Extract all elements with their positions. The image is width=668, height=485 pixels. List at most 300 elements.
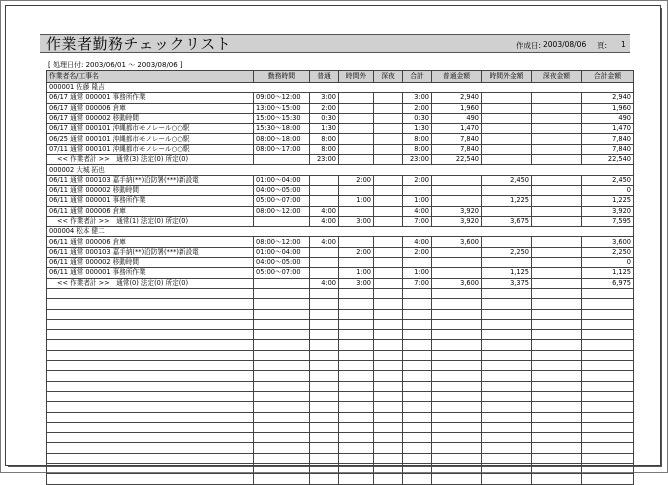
empty-cell	[432, 288, 482, 298]
cell-time: 04:00～05:00	[254, 185, 310, 195]
cell-name: << 作業者計 >> 通常(3) 法定(0) 所定(0)	[47, 155, 254, 165]
cell-time: 08:00～12:00	[254, 237, 310, 247]
cell-total-amt: 1,225	[582, 196, 634, 206]
empty-cell	[310, 340, 339, 350]
cell-normal	[310, 185, 339, 195]
cell-normal-amt	[432, 196, 482, 206]
empty-cell	[582, 319, 634, 329]
worker-name: 000002 大城 拓也	[47, 165, 634, 175]
table-row	[47, 258, 634, 268]
empty-cell	[339, 463, 374, 473]
empty-cell	[482, 319, 532, 329]
worker-subtotal-row	[47, 155, 634, 165]
col-header-normal: 普通	[310, 71, 339, 83]
cell-overtime-amt: 2,250	[482, 247, 532, 257]
empty-cell	[374, 350, 403, 360]
cell-night-amt	[532, 113, 582, 123]
cell-name: 06/11 通常 000103 嘉手納(**)沿防署(***)新設電	[47, 175, 254, 185]
cell-night-amt	[532, 93, 582, 103]
cell-night	[374, 103, 403, 113]
empty-cell	[432, 381, 482, 391]
cell-overtime	[339, 124, 374, 134]
cell-total: 2:00	[403, 103, 432, 113]
cell-time: 08:00～18:00	[254, 134, 310, 144]
cell-night-amt	[532, 237, 582, 247]
cell-overtime: 1:00	[339, 268, 374, 278]
empty-cell	[339, 371, 374, 381]
empty-cell	[374, 412, 403, 422]
worker-group-row	[47, 227, 634, 237]
empty-cell	[47, 361, 254, 371]
empty-cell	[339, 361, 374, 371]
cell-overtime-amt	[482, 134, 532, 144]
empty-cell	[339, 474, 374, 484]
empty-cell	[482, 350, 532, 360]
empty-cell	[403, 361, 432, 371]
empty-cell	[310, 381, 339, 391]
empty-cell	[47, 443, 254, 453]
cell-time: 08:00～12:00	[254, 206, 310, 216]
empty-cell	[254, 412, 310, 422]
empty-cell	[310, 422, 339, 432]
cell-name: << 作業者計 >> 通常(1) 法定(0) 所定(0)	[47, 216, 254, 226]
cell-total: 4:00	[403, 206, 432, 216]
empty-cell	[339, 330, 374, 340]
empty-cell	[374, 330, 403, 340]
empty-cell	[374, 299, 403, 309]
empty-cell	[47, 350, 254, 360]
empty-cell	[532, 299, 582, 309]
empty-cell	[254, 330, 310, 340]
cell-night-amt	[532, 247, 582, 257]
cell-night-amt	[532, 206, 582, 216]
cell-total: 1:30	[403, 124, 432, 134]
cell-night-amt	[532, 216, 582, 226]
empty-cell	[254, 433, 310, 443]
cell-total-amt: 1,470	[582, 124, 634, 134]
cell-name: 06/17 通常 000002 移動時間	[47, 113, 254, 123]
empty-row	[47, 443, 634, 453]
cell-night-amt	[532, 175, 582, 185]
cell-time: 08:00～17:00	[254, 144, 310, 154]
empty-row	[47, 309, 634, 319]
cell-total-amt: 22,540	[582, 155, 634, 165]
empty-cell	[482, 309, 532, 319]
empty-cell	[310, 402, 339, 412]
cell-name: << 作業者計 >> 通常(0) 法定(0) 所定(0)	[47, 278, 254, 288]
empty-cell	[254, 350, 310, 360]
cell-normal-amt	[432, 268, 482, 278]
empty-cell	[47, 463, 254, 473]
empty-cell	[482, 453, 532, 463]
empty-cell	[403, 381, 432, 391]
empty-cell	[310, 391, 339, 401]
period-line	[48, 60, 183, 70]
cell-overtime-amt	[482, 93, 532, 103]
worker-subtotal-row	[47, 216, 634, 226]
empty-cell	[339, 288, 374, 298]
empty-row	[47, 350, 634, 360]
empty-cell	[374, 361, 403, 371]
empty-cell	[403, 443, 432, 453]
empty-cell	[403, 309, 432, 319]
worklog-table	[46, 70, 634, 485]
empty-cell	[482, 422, 532, 432]
empty-cell	[47, 371, 254, 381]
cell-overtime-amt	[482, 155, 532, 165]
cell-night	[374, 134, 403, 144]
empty-row	[47, 433, 634, 443]
cell-total: 8:00	[403, 144, 432, 154]
col-header-overtime-amount: 時間外金額	[482, 71, 532, 83]
worker-subtotal-row	[47, 278, 634, 288]
empty-row	[47, 463, 634, 473]
cell-overtime-amt	[482, 258, 532, 268]
cell-time: 15:30～18:00	[254, 124, 310, 134]
empty-row	[47, 319, 634, 329]
cell-overtime: 3:00	[339, 278, 374, 288]
cell-normal: 4:00	[310, 278, 339, 288]
table-row	[47, 144, 634, 154]
period-value: 2003/06/01 ～ 2003/08/06 ]	[85, 61, 183, 69]
cell-name: 07/11 通常 000101 沖縄都市モノレール○○駅	[47, 144, 254, 154]
cell-total-amt: 2,940	[582, 93, 634, 103]
empty-cell	[254, 381, 310, 391]
cell-total-amt: 7,840	[582, 134, 634, 144]
worker-name: 000001 佐藤 隆吉	[47, 83, 634, 93]
empty-row	[47, 288, 634, 298]
empty-cell	[432, 361, 482, 371]
cell-total	[403, 258, 432, 268]
empty-cell	[339, 299, 374, 309]
empty-cell	[582, 391, 634, 401]
cell-total: 2:00	[403, 175, 432, 185]
cell-night-amt	[532, 278, 582, 288]
empty-cell	[432, 402, 482, 412]
empty-row	[47, 371, 634, 381]
empty-cell	[339, 391, 374, 401]
empty-cell	[532, 474, 582, 484]
page-label: 頁:	[597, 41, 608, 50]
cell-normal-amt: 1,470	[432, 124, 482, 134]
cell-night	[374, 113, 403, 123]
cell-name: 06/11 通常 000002 移動時間	[47, 258, 254, 268]
cell-night	[374, 144, 403, 154]
empty-cell	[47, 433, 254, 443]
empty-cell	[374, 463, 403, 473]
cell-normal-amt: 1,960	[432, 103, 482, 113]
empty-cell	[403, 433, 432, 443]
cell-overtime-amt	[482, 124, 532, 134]
empty-cell	[374, 391, 403, 401]
cell-time: 01:00～04:00	[254, 247, 310, 257]
cell-normal	[310, 258, 339, 268]
created-label: 作成日:	[516, 41, 542, 50]
empty-cell	[532, 381, 582, 391]
empty-cell	[582, 350, 634, 360]
empty-cell	[310, 412, 339, 422]
empty-row	[47, 361, 634, 371]
empty-cell	[254, 340, 310, 350]
cell-time: 09:00～12:00	[254, 93, 310, 103]
cell-normal: 23:00	[310, 155, 339, 165]
empty-cell	[254, 463, 310, 473]
empty-cell	[482, 402, 532, 412]
cell-overtime: 1:00	[339, 196, 374, 206]
empty-cell	[482, 381, 532, 391]
empty-cell	[482, 474, 532, 484]
cell-overtime	[339, 237, 374, 247]
cell-normal	[310, 175, 339, 185]
cell-normal: 4:00	[310, 237, 339, 247]
empty-cell	[310, 443, 339, 453]
empty-cell	[403, 319, 432, 329]
cell-total	[403, 185, 432, 195]
cell-total: 1:00	[403, 196, 432, 206]
cell-name: 06/11 通常 000103 嘉手納(**)沿防署(***)新設電	[47, 247, 254, 257]
cell-normal-amt: 2,940	[432, 93, 482, 103]
empty-cell	[339, 402, 374, 412]
table-header-row	[47, 71, 634, 83]
empty-cell	[582, 463, 634, 473]
cell-night	[374, 247, 403, 257]
col-header-time: 勤務時間	[254, 71, 310, 83]
empty-cell	[339, 443, 374, 453]
empty-cell	[339, 453, 374, 463]
cell-overtime	[339, 144, 374, 154]
empty-cell	[339, 412, 374, 422]
empty-cell	[403, 350, 432, 360]
empty-cell	[582, 381, 634, 391]
empty-cell	[254, 309, 310, 319]
cell-overtime: 2:00	[339, 175, 374, 185]
empty-cell	[47, 299, 254, 309]
cell-night	[374, 124, 403, 134]
cell-time	[254, 278, 310, 288]
empty-cell	[403, 402, 432, 412]
empty-cell	[403, 340, 432, 350]
empty-cell	[254, 474, 310, 484]
empty-cell	[310, 330, 339, 340]
empty-cell	[47, 391, 254, 401]
cell-night-amt	[532, 155, 582, 165]
empty-cell	[432, 350, 482, 360]
empty-cell	[374, 371, 403, 381]
cell-normal-amt	[432, 247, 482, 257]
empty-cell	[47, 319, 254, 329]
empty-cell	[310, 453, 339, 463]
empty-cell	[47, 288, 254, 298]
empty-row	[47, 402, 634, 412]
empty-cell	[310, 371, 339, 381]
cell-total: 8:00	[403, 134, 432, 144]
empty-cell	[432, 371, 482, 381]
cell-total-amt: 1,960	[582, 103, 634, 113]
cell-night	[374, 237, 403, 247]
empty-cell	[310, 319, 339, 329]
empty-cell	[532, 350, 582, 360]
empty-cell	[582, 443, 634, 453]
empty-cell	[403, 299, 432, 309]
cell-normal-amt: 22,540	[432, 155, 482, 165]
table-row	[47, 185, 634, 195]
empty-cell	[47, 453, 254, 463]
empty-cell	[532, 453, 582, 463]
empty-row	[47, 453, 634, 463]
empty-cell	[374, 443, 403, 453]
cell-name: 06/25 通常 000101 沖縄都市モノレール○○駅	[47, 134, 254, 144]
empty-cell	[403, 453, 432, 463]
table-body	[47, 71, 634, 485]
empty-cell	[482, 340, 532, 350]
empty-cell	[254, 453, 310, 463]
cell-total: 2:00	[403, 247, 432, 257]
empty-cell	[482, 391, 532, 401]
empty-cell	[432, 330, 482, 340]
empty-cell	[482, 371, 532, 381]
cell-normal-amt	[432, 175, 482, 185]
cell-total: 7:00	[403, 278, 432, 288]
empty-cell	[582, 412, 634, 422]
cell-normal	[310, 196, 339, 206]
cell-night	[374, 93, 403, 103]
col-header-total-amount: 合計金額	[582, 71, 634, 83]
cell-overtime	[339, 155, 374, 165]
cell-normal-amt: 3,600	[432, 278, 482, 288]
cell-overtime	[339, 93, 374, 103]
empty-cell	[582, 288, 634, 298]
empty-cell	[532, 288, 582, 298]
empty-cell	[582, 474, 634, 484]
cell-normal-amt: 490	[432, 113, 482, 123]
cell-name: 06/11 通常 000006 倉庫	[47, 237, 254, 247]
empty-cell	[532, 371, 582, 381]
cell-night	[374, 258, 403, 268]
col-header-night: 深夜	[374, 71, 403, 83]
empty-cell	[254, 443, 310, 453]
empty-cell	[482, 443, 532, 453]
empty-row	[47, 381, 634, 391]
empty-cell	[482, 330, 532, 340]
empty-row	[47, 330, 634, 340]
cell-total-amt: 2,450	[582, 175, 634, 185]
cell-night	[374, 196, 403, 206]
empty-cell	[47, 330, 254, 340]
empty-cell	[582, 402, 634, 412]
empty-cell	[482, 412, 532, 422]
table-row	[47, 134, 634, 144]
empty-cell	[582, 330, 634, 340]
cell-total-amt: 6,975	[582, 278, 634, 288]
cell-time: 05:00～07:00	[254, 196, 310, 206]
period-label: [ 処理日付:	[48, 61, 84, 69]
empty-cell	[403, 463, 432, 473]
empty-cell	[310, 474, 339, 484]
col-header-total: 合計	[403, 71, 432, 83]
cell-total: 0:30	[403, 113, 432, 123]
empty-cell	[310, 361, 339, 371]
cell-normal: 1:30	[310, 124, 339, 134]
cell-name: 06/17 通常 000101 沖縄都市モノレール○○駅	[47, 124, 254, 134]
empty-cell	[47, 402, 254, 412]
cell-overtime	[339, 258, 374, 268]
col-header-name: 作業者名/工事名	[47, 71, 254, 83]
cell-overtime-amt: 3,375	[482, 278, 532, 288]
empty-cell	[532, 309, 582, 319]
cell-name: 06/11 通常 000006 倉庫	[47, 206, 254, 216]
report-title: 作業者勤務チェックリスト	[46, 35, 232, 53]
cell-name: 06/17 通常 000006 倉庫	[47, 103, 254, 113]
empty-cell	[532, 330, 582, 340]
empty-cell	[482, 463, 532, 473]
cell-night-amt	[532, 268, 582, 278]
empty-cell	[47, 381, 254, 391]
cell-normal	[310, 268, 339, 278]
cell-night-amt	[532, 124, 582, 134]
page-number: 1	[621, 40, 626, 49]
cell-night-amt	[532, 144, 582, 154]
cell-night	[374, 206, 403, 216]
cell-time: 05:00～07:00	[254, 268, 310, 278]
cell-night	[374, 268, 403, 278]
empty-cell	[582, 361, 634, 371]
cell-time: 04:00～05:00	[254, 258, 310, 268]
empty-cell	[532, 422, 582, 432]
table-row	[47, 124, 634, 134]
cell-night	[374, 175, 403, 185]
empty-cell	[339, 422, 374, 432]
empty-cell	[582, 340, 634, 350]
empty-cell	[432, 412, 482, 422]
cell-total-amt: 3,920	[582, 206, 634, 216]
empty-cell	[374, 309, 403, 319]
empty-cell	[403, 288, 432, 298]
cell-normal-amt: 3,920	[432, 216, 482, 226]
cell-overtime-amt: 1,225	[482, 196, 532, 206]
cell-overtime-amt: 3,675	[482, 216, 532, 226]
empty-cell	[403, 412, 432, 422]
cell-night-amt	[532, 258, 582, 268]
table-row	[47, 175, 634, 185]
empty-cell	[374, 381, 403, 391]
empty-cell	[374, 422, 403, 432]
empty-cell	[310, 433, 339, 443]
empty-cell	[432, 433, 482, 443]
empty-cell	[532, 433, 582, 443]
empty-row	[47, 412, 634, 422]
empty-cell	[432, 309, 482, 319]
col-header-overtime: 時間外	[339, 71, 374, 83]
table-row	[47, 196, 634, 206]
empty-cell	[532, 402, 582, 412]
table-row	[47, 103, 634, 113]
empty-cell	[403, 474, 432, 484]
cell-overtime-amt	[482, 144, 532, 154]
empty-cell	[254, 422, 310, 432]
empty-row	[47, 391, 634, 401]
worker-group-row	[47, 165, 634, 175]
table-row	[47, 268, 634, 278]
cell-overtime	[339, 206, 374, 216]
col-header-normal-amount: 普通金額	[432, 71, 482, 83]
empty-cell	[432, 463, 482, 473]
cell-total-amt: 7,595	[582, 216, 634, 226]
cell-total: 7:00	[403, 216, 432, 226]
cell-night-amt	[532, 185, 582, 195]
empty-cell	[339, 340, 374, 350]
empty-cell	[482, 299, 532, 309]
cell-name: 06/17 通常 000001 事務所作業	[47, 93, 254, 103]
